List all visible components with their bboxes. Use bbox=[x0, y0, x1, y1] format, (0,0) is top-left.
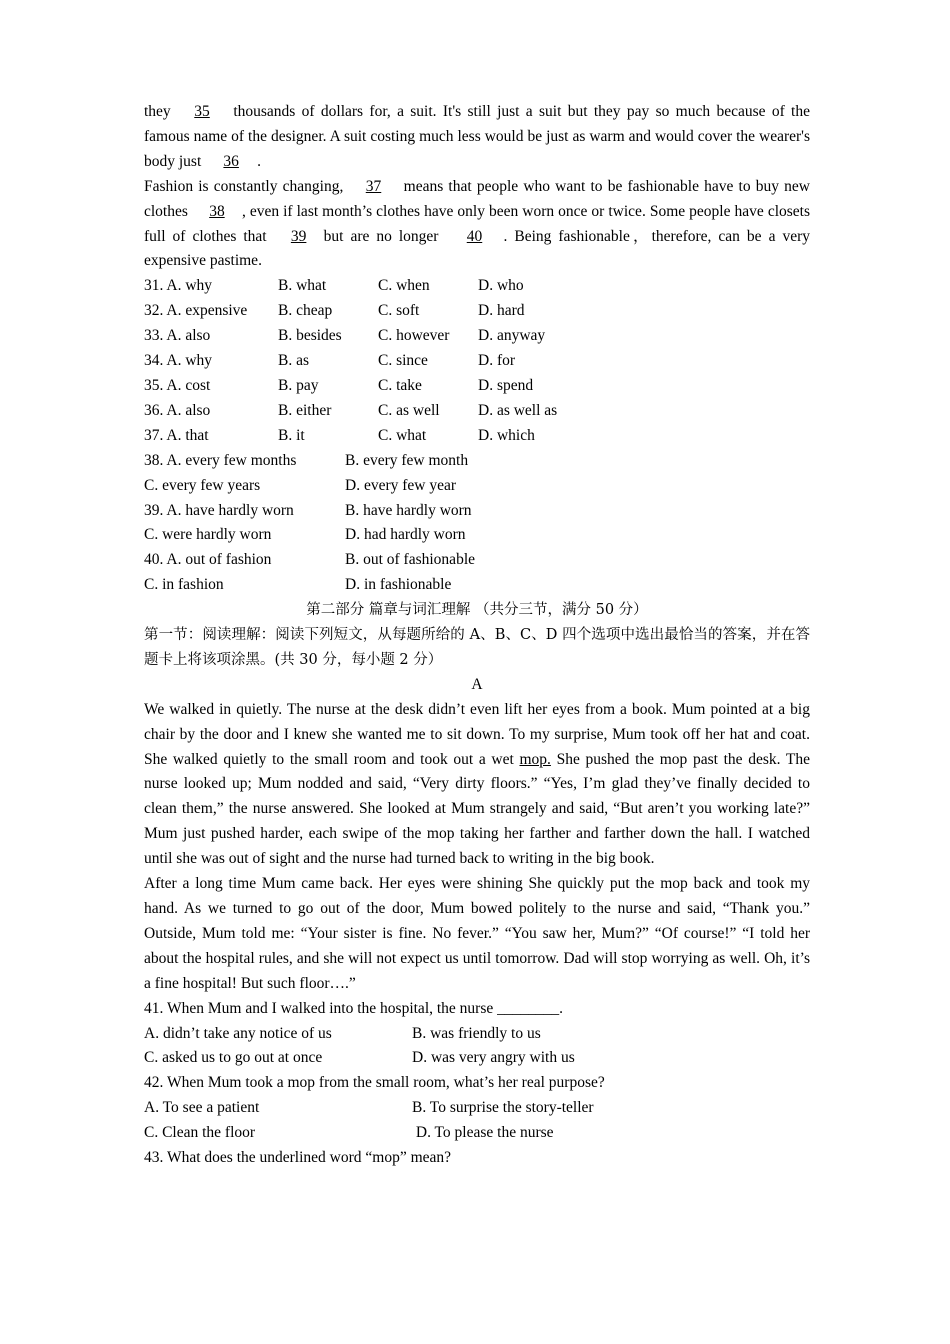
option-row: 32. A. expensive B. cheap C. soft D. hard bbox=[144, 302, 525, 320]
question-42-options: A. To see a patient B. To surprise the story-teller bbox=[144, 1099, 594, 1117]
question-43: 43. What does the underlined word “mop” mean? bbox=[144, 1149, 452, 1167]
reading-paragraph-1: We walked in quietly. The nurse at the desk didn’t even lift her eyes from a book. Mum pointed at a big chair by the door and I knew she wanted me to sit down. To my surprise, Mum took off her hat and coat. She walked quietly to the small room and took out a wet mop. She pushed the mop past the desk. The nurse looked up; Mum nodded and said, “Very dirty floors.” “Yes, I’m glad they’ve finally decided to clean them,” the nurse answered. She looked at Mum strangely and said, “But aren’t you working late?” Mum just pushed harder, each swipe of the mop taking her farther and farther down the hall. I watched until she was out of sight and the nurse had turned back to writing in the big book. bbox=[144, 700, 810, 868]
question-42: 42. When Mum took a mop from the small room, what’s her real purpose? bbox=[144, 1074, 605, 1092]
option-row: C. were hardly worn D. had hardly worn bbox=[144, 526, 466, 544]
cloze-paragraph-2: Fashion is constantly changing, 37 means that people who want to be fashionable have to buy new clothes 38 , even if last month’s clothes have only been worn once or twice. Some people have closets full of clothes that 39 but are no longer 40 . Being fashionable，therefore, can be a very expensive pastime. bbox=[144, 175, 810, 275]
question-41-options: A. didn’t take any notice of us B. was friendly to us bbox=[144, 1024, 541, 1042]
blank-40: 40 bbox=[466, 227, 483, 245]
exam-page bbox=[144, 100, 810, 1171]
reading-paragraph-2: After a long time Mum came back. Her eyes were shining She quickly put the mop back and took my hand. As we turned to go out of the door, Mum bowed politely to the nurse and said, “Thank you.” Outside, Mum told me: “Your sister is fine. No fever.” “You saw her, Mum?” “Of course!” “I told her about the hospital rules, and she will not expect us until tomorrow. Dad will stop worrying as well. Oh, it’s a fine hospital! But such floor….” bbox=[144, 875, 810, 992]
question-41-options: C. asked us to go out at once D. was very angry with us bbox=[144, 1049, 575, 1067]
passage-label: A bbox=[471, 675, 483, 693]
options-block bbox=[144, 274, 810, 598]
option-row: 35. A. cost B. pay C. take D. spend bbox=[144, 376, 534, 394]
question-42-options: C. Clean the floor D. To please the nurse bbox=[144, 1124, 554, 1142]
blank-36: 36 bbox=[223, 152, 239, 170]
option-row: 38. A. every few months B. every few month bbox=[144, 451, 469, 469]
option-row: 40. A. out of fashion B. out of fashionable bbox=[144, 551, 476, 569]
blank-39: 39 bbox=[290, 227, 307, 245]
option-row: 37. A. that B. it C. what D. which bbox=[144, 426, 535, 444]
option-row: 33. A. also B. besides C. however D. anyway bbox=[144, 327, 546, 345]
cloze-paragraph-1: they 35 thousands of dollars for, a suit. It's still just a suit but they pay so much because of the famous name of the designer. A suit costing much less would be just as warm and would cover the wearer's body just 36 . bbox=[144, 100, 810, 175]
option-row: 39. A. have hardly worn B. have hardly worn bbox=[144, 501, 472, 519]
option-row: 31. A. why B. what C. when D. who bbox=[144, 277, 524, 295]
underlined-word-mop: mop. bbox=[519, 750, 551, 768]
option-row: C. every few years D. every few year bbox=[144, 476, 457, 494]
option-row: C. in fashion D. in fashionable bbox=[144, 576, 452, 594]
section-one-instructions: 第一节：阅读理解：阅读下列短文，从每题所给的 A、B、C、D 四个选项中选出最恰当的答案，并在答题卡上将该项涂黑。(共 30 分，每小题 2 分） bbox=[144, 627, 810, 668]
part-two-title: 第二部分 篇章与词汇理解 （共分三节，满分 50 分） bbox=[306, 602, 648, 619]
blank-37: 37 bbox=[365, 177, 382, 195]
option-row: 34. A. why B. as C. since D. for bbox=[144, 352, 516, 370]
blank-38: 38 bbox=[209, 202, 225, 220]
question-41: 41. When Mum and I walked into the hospital, the nurse ________. bbox=[144, 999, 564, 1017]
option-row: 36. A. also B. either C. as well D. as well as bbox=[144, 401, 558, 419]
blank-35: 35 bbox=[194, 103, 210, 120]
